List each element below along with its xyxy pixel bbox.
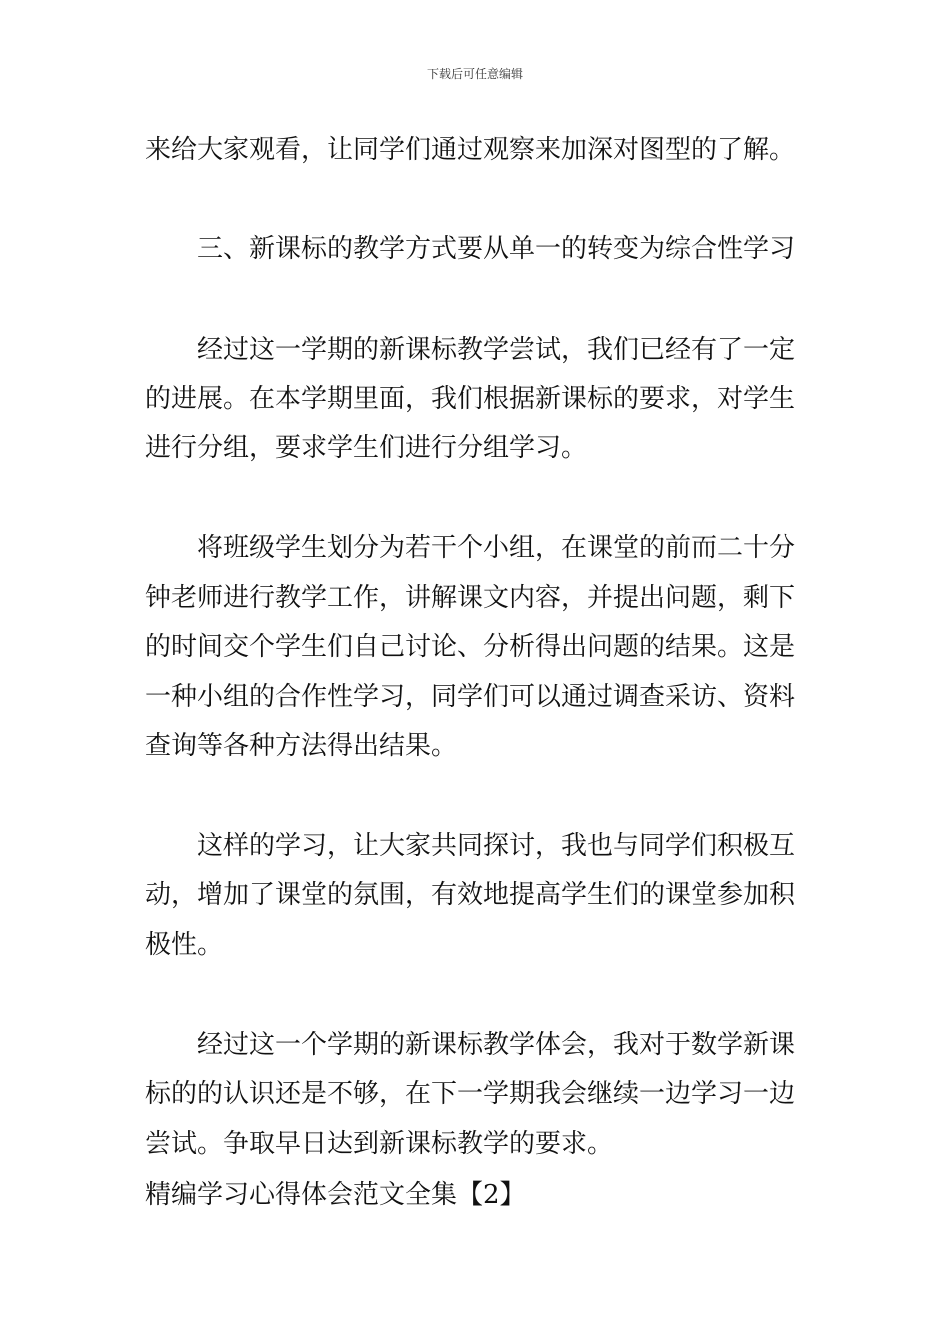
- paragraph-line: 钟老师进行教学工作，讲解课文内容，并提出问题，剩下: [145, 583, 796, 613]
- paragraph-line: 将班级学生划分为若干个小组，在课堂的前而二十分: [197, 533, 796, 563]
- section-heading: 三、新课标的教学方式要从单一的转变为综合性学习: [197, 234, 796, 264]
- paragraph-line: 的时间交个学生们自己讨论、分析得出问题的结果。这是: [145, 632, 796, 662]
- paragraph-line: 尝试。争取早日达到新课标教学的要求。: [145, 1129, 614, 1159]
- paragraph-line: 经过这一个学期的新课标教学体会，我对于数学新课: [197, 1030, 796, 1060]
- paragraph-line: 查询等各种方法得出结果。: [145, 731, 458, 761]
- paragraph-line: 进行分组，要求学生们进行分组学习。: [145, 433, 588, 463]
- paragraph-line: 来给大家观看，让同学们通过观察来加深对图型的了解。: [145, 135, 796, 165]
- paragraph-line: 的进展。在本学期里面，我们根据新课标的要求，对学生: [145, 384, 796, 414]
- next-article-title: 精编学习心得体会范文全集【2】: [145, 1180, 526, 1210]
- paragraph-line: 这样的学习，让大家共同探讨，我也与同学们积极互: [197, 831, 796, 861]
- paragraph-line: 标的的认识还是不够，在下一学期我会继续一边学习一边: [145, 1079, 796, 1109]
- paragraph-line: 动，增加了课堂的氛围，有效地提高学生们的课堂参加积: [145, 880, 796, 910]
- paragraph-line: 经过这一学期的新课标教学尝试，我们已经有了一定: [197, 335, 796, 365]
- header-note: 下载后可任意编辑: [426, 67, 523, 81]
- paragraph-line: 一种小组的合作性学习，同学们可以通过调查采访、资料: [145, 682, 796, 712]
- paragraph-line: 极性。: [145, 930, 224, 960]
